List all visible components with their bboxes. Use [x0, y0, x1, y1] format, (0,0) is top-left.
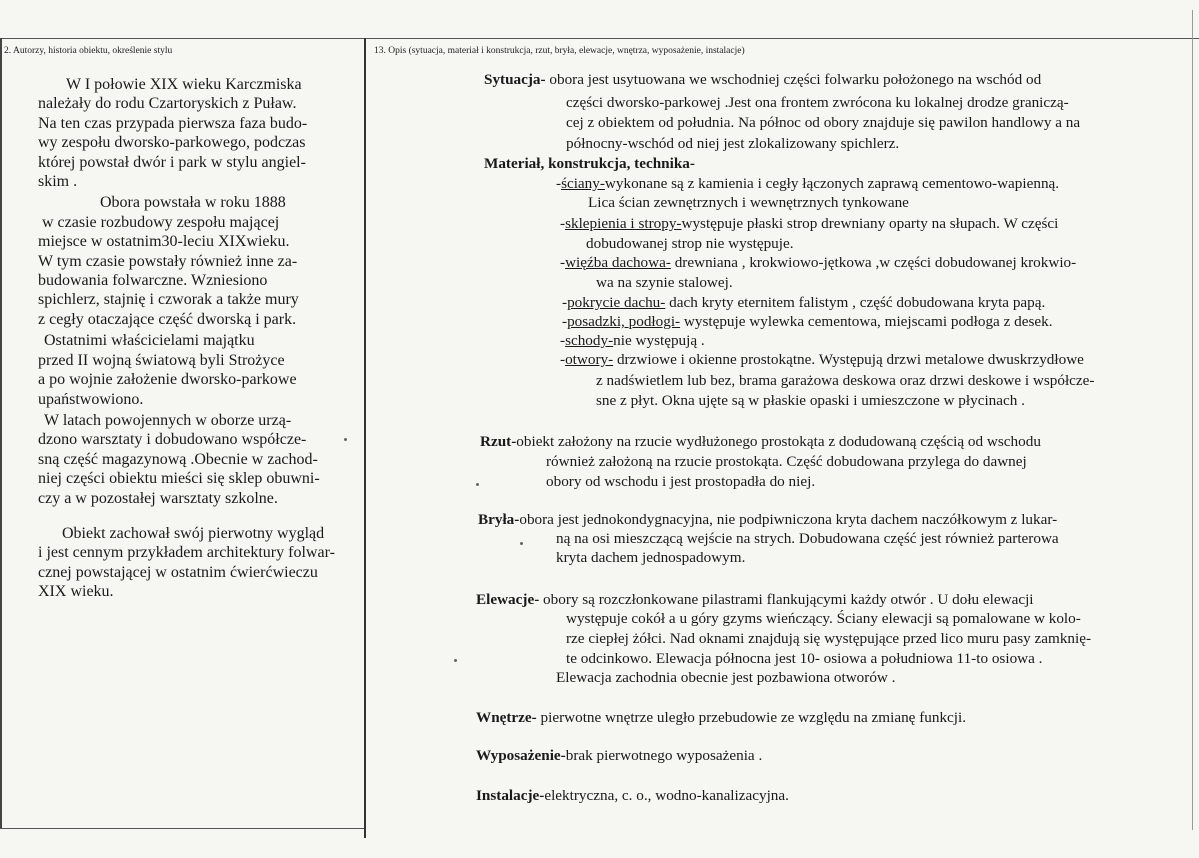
- material-item-roofing: -pokrycie dachu- dach kryty eternitem falistym , część dobudowana kryta papą.: [562, 294, 1046, 311]
- situation-text: obora jest usytuowana we wschodniej części folwarku położonego na wschód od: [545, 71, 1042, 88]
- history-paragraph-5: [38, 524, 368, 602]
- top-rule: [0, 38, 1199, 39]
- elevations-heading: Elewacje-: [476, 591, 540, 608]
- text-line: XIX wieku.: [38, 583, 114, 601]
- situation-heading: Sytuacja-: [484, 71, 546, 88]
- scan-speck: [454, 659, 457, 662]
- installations-heading: Instalacje-: [476, 787, 545, 804]
- text-line: sną część magazynową .Obecnie w zachod-: [38, 450, 318, 468]
- history-paragraph-3: [38, 331, 368, 409]
- material-term: sklepienia i stropy-: [565, 215, 682, 232]
- text-line: niej części obiektu mieści się sklep obuwni-: [38, 470, 320, 488]
- text-line: budowania folwarczne. Wzniesiono: [38, 272, 268, 290]
- massing-line: Bryła-obora jest jednokondygnacyjna, nie podpiwniczona kryta dachem naczółkowym z lukar-: [478, 511, 1058, 528]
- massing-line: kryta dachem jednospadowym.: [556, 549, 746, 566]
- massing-line: ną na osi mieszczącą wejście na strych. Dobudowana część jest również parterowa: [556, 530, 1059, 547]
- material-item-openings: -otwory- drzwiowe i okienne prostokątne. Występują drzwi metalowe dwuskrzydłowe: [560, 351, 1084, 368]
- material-term: schody-: [565, 332, 614, 349]
- massing-heading: Bryła-: [478, 511, 520, 528]
- text-line: W tym czasie powstały również inne za-: [38, 252, 298, 270]
- material-item-floors: -posadzki, podłogi- występuje wylewka cementowa, miejscami podłoga z desek.: [562, 313, 1053, 330]
- text-line: Ostatnimi właścicielami majątku: [44, 332, 255, 350]
- text-line: miejsce w ostatnim30-leciu XIXwieku.: [38, 233, 290, 251]
- interior-heading: Wnętrze-: [476, 709, 537, 726]
- text-line: wy zespołu dworsko-parkowego, podczas: [38, 134, 306, 152]
- text-line: a po wojnie założenie dworsko-parkowe: [38, 371, 297, 389]
- right-edge-rule: [1192, 10, 1193, 830]
- material-term: pokrycie dachu-: [567, 294, 666, 311]
- installations-line: Instalacje-elektryczna, c. o., wodno-kanalizacyjna.: [476, 787, 789, 804]
- scan-speck: [520, 542, 523, 545]
- interior-line: Wnętrze- pierwotne wnętrze uległo przebudowie ze względu na zmianę funkcji.: [476, 709, 967, 726]
- text-line: W I połowie XIX wieku Karczmiska: [66, 76, 302, 93]
- elevations-line: Elewacje- obory są rozczłonkowane pilastrami flankującymi każdy otwór . U dołu elewacji: [476, 591, 1034, 608]
- text-line: czy a w pozostałej warsztaty szkolne.: [38, 489, 278, 507]
- text-line: Na ten czas przypada pierwsza faza budo-: [38, 114, 308, 132]
- material-term: posadzki, podłogi-: [567, 313, 681, 330]
- plan-line: Rzut-obiekt założony na rzucie wydłużonego prostokąta z dodudowaną częścią od wschodu: [480, 433, 1041, 450]
- text-line: W latach powojennych w oborze urzą-: [44, 411, 292, 429]
- text-line: w czasie rozbudowy zespołu mającej: [42, 213, 280, 231]
- text-line: upaństwowiono.: [38, 390, 144, 408]
- scan-speck: [476, 483, 479, 486]
- history-paragraph-2: [38, 193, 368, 329]
- text-line: Obora powstała w roku 1888: [100, 194, 286, 212]
- elevations-line: rze ciepłej żółci. Nad oknami znajdują się występujące przed lico muru pasy zamknię-: [566, 630, 1092, 647]
- history-paragraph-4: [38, 411, 368, 508]
- right-section-header: 13. Opis (sytuacja, materiał i konstrukcja, rzut, bryła, elewacje, wnętrza, wyposażenie, instalacje): [374, 46, 745, 56]
- elevations-line: występuje cokół a u góry gzyms wieńczący. Ściany elewacji są pomalowane w kolo-: [566, 610, 1081, 627]
- text-line: Obiekt zachował swój pierwotny wygląd: [62, 524, 325, 542]
- text-line: dzono warsztaty i dobudowano współcze-: [38, 431, 307, 449]
- material-item-roof-truss: -więźba dachowa- drewniana , krokwiowo-jętkowa ,w części dobudowanej krokwio-: [560, 254, 1077, 271]
- material-item-cont: sne z płyt. Okna ujęte są w płaskie opaski i umieszczone w płycinach .: [596, 392, 1025, 409]
- plan-heading: Rzut-: [480, 433, 517, 450]
- furnishing-line: Wyposażenie-brak pierwotnego wyposażenia .: [476, 747, 763, 764]
- text-line: należały do rodu Czartoryskich z Puław.: [38, 95, 297, 113]
- material-item-ceilings: -sklepienia i stropy-występuje płaski strop drewniany oparty na słupach. W części: [560, 215, 1059, 232]
- text-line: której powstał dwór i park w stylu angiel-: [38, 153, 306, 171]
- elevations-line: te odcinkowo. Elewacja północna jest 10- osiowa a południowa 11-to osiowa .: [566, 650, 1043, 667]
- material-term: więźba dachowa-: [565, 254, 671, 271]
- material-item-walls: -ściany-wykonane są z kamienia i cegły łączonych zaprawą cementowo-wapienną.: [556, 175, 1060, 192]
- situation-line: części dworsko-parkowej .Jest ona frontem zwrócona ku lokalnej drodze graniczą-: [566, 94, 1069, 111]
- scan-speck: [344, 438, 347, 441]
- history-paragraph-1: [38, 75, 368, 191]
- material-item-cont: z nadświetlem lub bez, brama garażowa deskowa oraz drzwi deskowe i współcze-: [596, 372, 1095, 389]
- material-item-cont: Lica ścian zewnętrznych i wewnętrznych tynkowane: [588, 194, 909, 211]
- left-edge-rule: [0, 38, 2, 828]
- material-item-cont: dobudowanej strop nie występuje.: [586, 235, 794, 252]
- text-line: skim .: [38, 173, 78, 191]
- text-line: z cegły otaczające część dworską i park.: [38, 310, 297, 328]
- history-column: [38, 75, 368, 602]
- situation-line: północny-wschód od niej jest zlokalizowany spichlerz.: [566, 135, 900, 152]
- text-line: i jest cennym przykładem architektury folwar-: [38, 544, 335, 562]
- material-term: ściany-: [561, 175, 605, 192]
- elevations-line: Elewacja zachodnia obecnie jest pozbawiona otworów .: [556, 669, 896, 686]
- text-line: spichlerz, stajnię i czworak a także mury: [38, 291, 299, 309]
- text-line: przed II wojną światową byli Strożyce: [38, 351, 285, 369]
- situation-line: cej z obiektem od południa. Na północ od obory znajduje się pawilon handlowy a na: [566, 114, 1081, 131]
- situation-line: [484, 70, 1041, 89]
- material-term: otwory-: [565, 351, 614, 368]
- text-line: cznej powstającej w ostatnim ćwierćwieczu: [38, 563, 318, 581]
- material-item-stairs: -schody-nie występują .: [560, 332, 705, 349]
- material-item-cont: wa na szynie stalowej.: [596, 274, 733, 291]
- furnishing-heading: Wyposażenie-: [476, 747, 566, 764]
- bottom-rule: [0, 828, 364, 829]
- material-heading: Materiał, konstrukcja, technika-: [484, 155, 695, 172]
- plan-line: obory od wschodu i jest prostopadła do niej.: [546, 473, 816, 490]
- left-section-header: 2. Autorzy, historia obiektu, określenie stylu: [4, 46, 173, 56]
- plan-line: również założoną na rzucie prostokąta. Część dobudowana przylega do dawnej: [546, 453, 1027, 470]
